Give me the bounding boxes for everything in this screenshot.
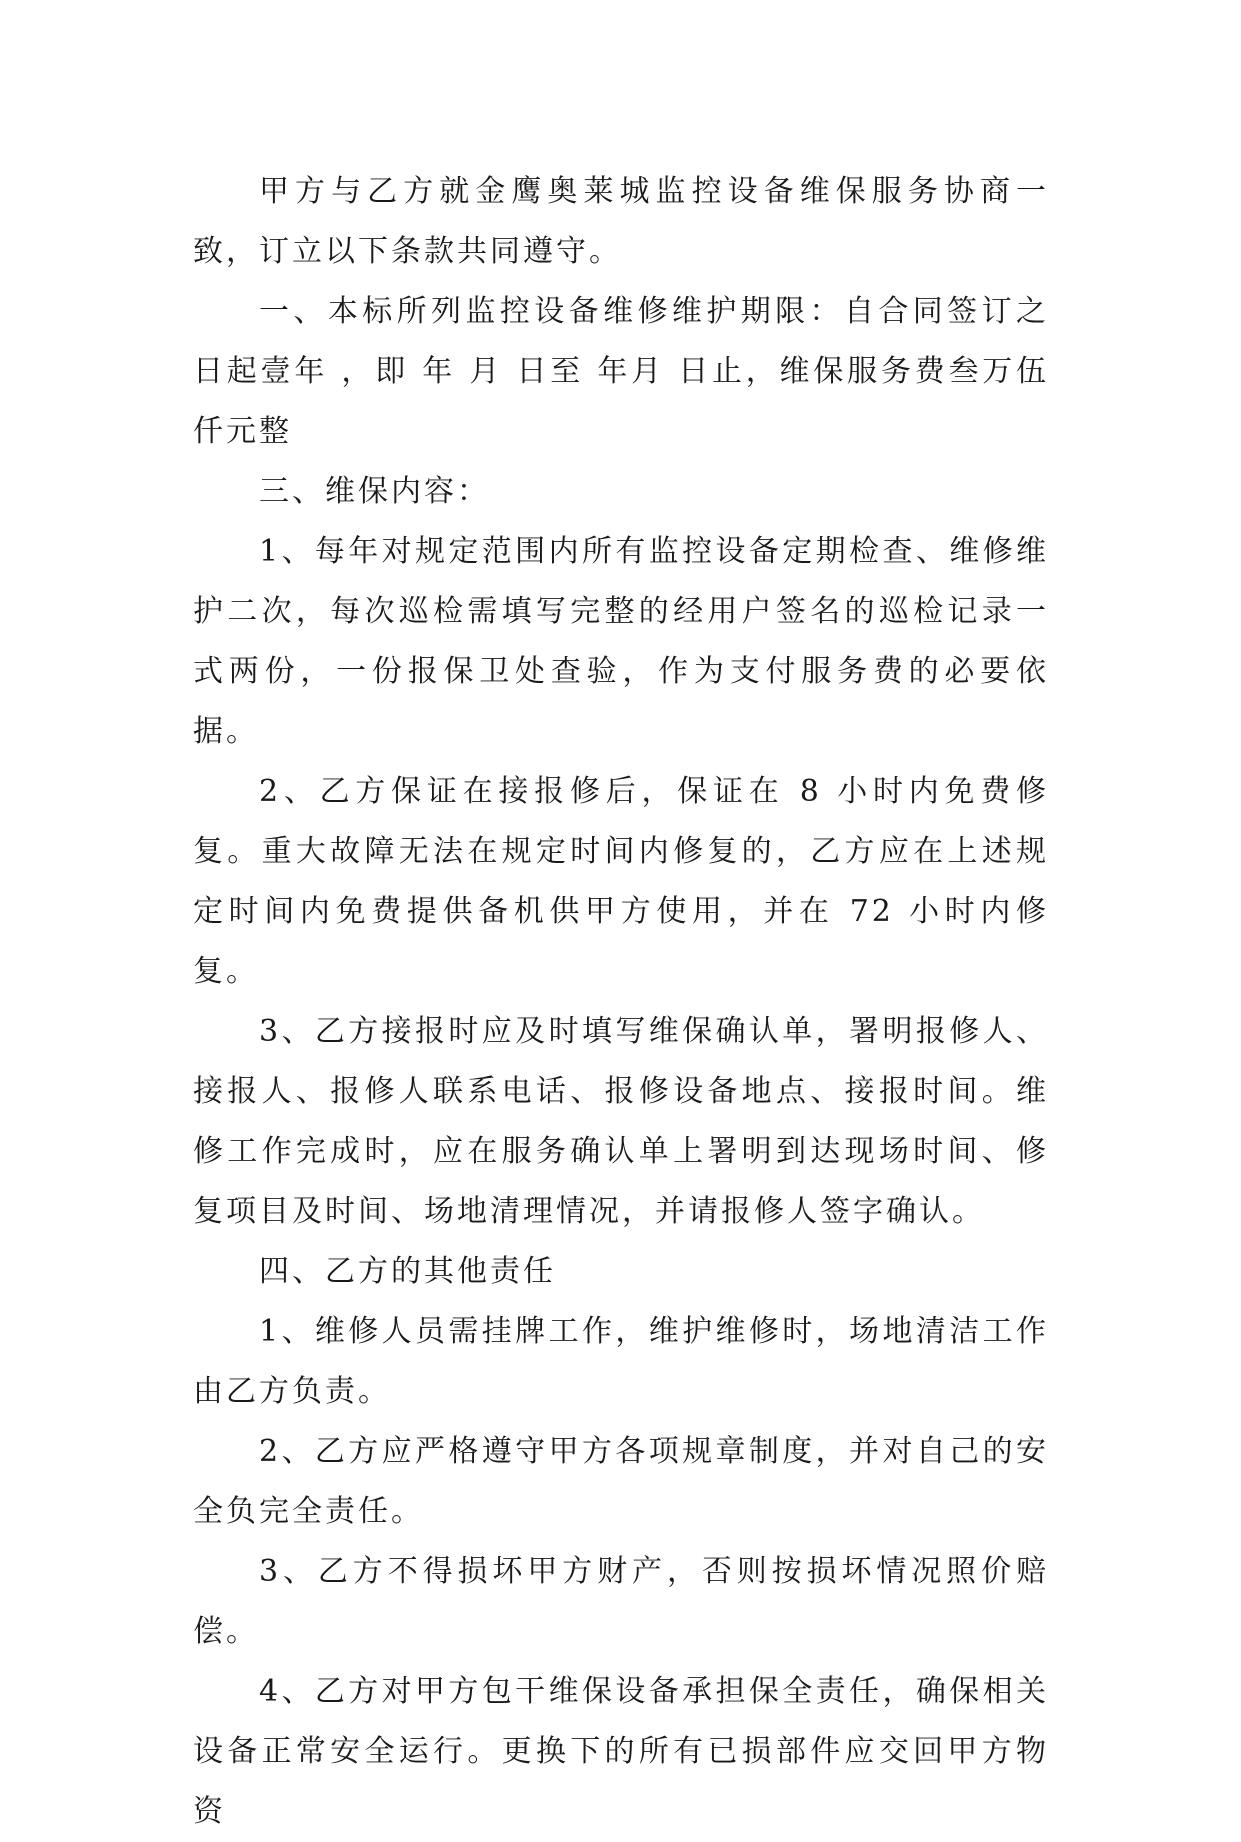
paragraph-clause-3-item-2: 2、乙方保证在接报修后，保证在 8 小时内免费修复。重大故障无法在规定时间内修复的，乙方应在上述规定时间内免费提供备机供甲方使用，并在 72 小时内修复。 (193, 774, 1049, 989)
paragraph-intro: 甲方与乙方就金鹰奥莱城监控设备维保服务协商一致，订立以下条款共同遵守。 (193, 174, 1049, 269)
paragraph-clause-4-heading: 四、乙方的其他责任 (259, 1254, 556, 1289)
paragraph-clause-4-item-4: 4、乙方对甲方包干维保设备承担保全责任，确保相关设备正常安全运行。更换下的所有已损部件应交回甲方物资 (193, 1674, 1049, 1829)
paragraph-clause-4-item-1: 1、维修人员需挂牌工作，维护维修时，场地清洁工作由乙方负责。 (193, 1314, 1049, 1409)
contract-body (193, 162, 1049, 1842)
paragraph-clause-3-item-1: 1、每年对规定范围内所有监控设备定期检查、维修维护二次，每次巡检需填写完整的经用户签名的巡检记录一式两份，一份报保卫处查验，作为支付服务费的必要依据。 (193, 534, 1049, 749)
paragraph-clause-3-heading: 三、维保内容： (259, 474, 490, 509)
paragraph-clause-4-item-2: 2、乙方应严格遵守甲方各项规章制度，并对自己的安全负完全责任。 (193, 1434, 1049, 1529)
paragraph-clause-4-item-3: 3、乙方不得损坏甲方财产，否则按损坏情况照价赔偿。 (193, 1554, 1049, 1649)
paragraph-clause-1-term: 一、本标所列监控设备维修维护期限：自合同签订之日起壹年 ，即 年 月 日至 年月 日止，维保服务费叁万伍仟元整 (193, 294, 1049, 449)
paragraph-clause-3-item-3: 3、乙方接报时应及时填写维保确认单，署明报修人、接报人、报修人联系电话、报修设备地点、接报时间。维修工作完成时，应在服务确认单上署明到达现场时间、修复项目及时间、场地清理情况，并请报修人签字确认。 (193, 1014, 1049, 1229)
